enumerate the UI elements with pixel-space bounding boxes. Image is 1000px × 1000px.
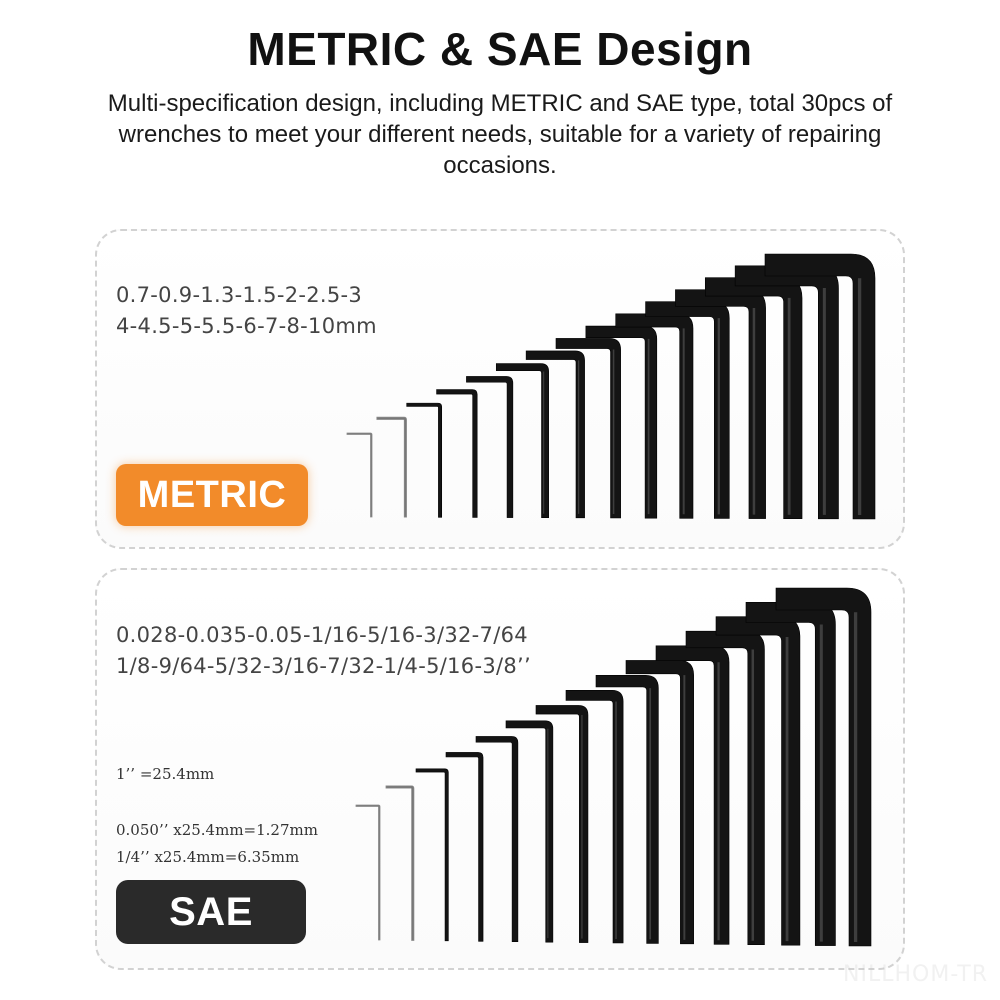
metric-badge: METRIC <box>116 464 308 526</box>
hex-key-wrench <box>377 417 407 517</box>
hex-key-wrench <box>407 403 442 517</box>
metric-sizes-line-2: 4-4.5-5-5.5-6-7-8-10mm <box>116 314 377 338</box>
sae-badge: SAE <box>116 880 306 944</box>
metric-sizes-line-1: 0.7-0.9-1.3-1.5-2-2.5-3 <box>116 283 363 307</box>
hex-key-wrench <box>566 690 623 943</box>
hex-key-wrench <box>416 769 448 941</box>
hex-key-wrench <box>586 326 657 518</box>
hex-key-wrench <box>556 338 621 518</box>
hex-key-wrench <box>536 705 588 942</box>
metric-wrench-set <box>347 254 875 519</box>
inch-conversion-note: 1’’ =25.4mm <box>116 765 215 783</box>
hex-key-wrench <box>596 675 658 943</box>
page-title: METRIC & SAE Design <box>247 23 753 75</box>
description-text: Multi-specification design, including METRIC and SAE type, total 30pcs of wrenches to meet your different needs, suitable for a variety of repairing occasions. <box>107 90 893 179</box>
hex-key-wrench <box>347 433 372 517</box>
sae-sizes-line-2: 1/8-9/64-5/32-3/16-7/32-1/4-5/16-3/8’’ <box>116 654 531 678</box>
conversion-example-1: 0.050’’ x25.4mm=1.27mm <box>116 821 318 839</box>
hex-key-wrench <box>526 351 584 518</box>
hex-key-wrench <box>386 786 414 941</box>
hex-key-wrench <box>356 805 380 940</box>
conversion-example-2: 1/4’’ x25.4mm=6.35mm <box>116 848 300 866</box>
watermark: NILLHOM-TR <box>843 962 988 987</box>
hex-key-wrench <box>437 390 478 518</box>
hex-key-wrench <box>496 364 548 518</box>
hex-key-wrench <box>446 752 483 941</box>
sae-sizes-line-1: 0.028-0.035-0.05-1/16-5/16-3/32-7/64 <box>116 623 528 647</box>
sae-wrench-set <box>356 588 871 946</box>
